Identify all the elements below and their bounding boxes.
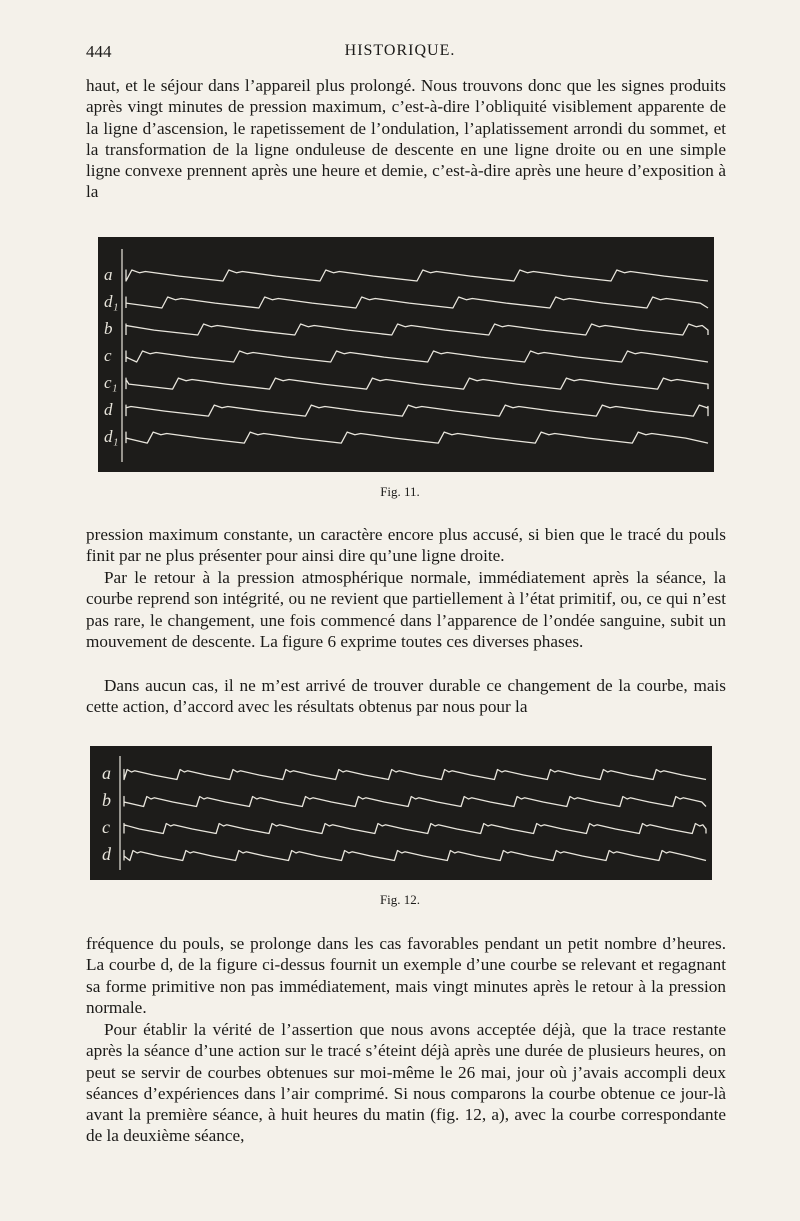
- pulse-trace: [126, 405, 708, 416]
- paragraph-5: fréquence du pouls, se prolonge dans les cas favorables pendant un petit nombre d’heures. La courbe d, de la figure ci-dessus fournit un exemple d’une courbe se relevant et regagnant sa forme primitive non pas immédiatement, mais vingt minutes après le retour à la pression normale.: [86, 934, 726, 1017]
- paragraph-4: Dans aucun cas, il ne m’est arrivé de trouver durable ce changement de la courbe, mais cette action, d’accord avec les résultats obtenus par nous pour la: [86, 676, 726, 717]
- pulse-trace: [124, 824, 706, 834]
- trace-label: d₁: [104, 427, 119, 446]
- trace-label: a: [102, 763, 111, 783]
- pulse-trace: [126, 378, 708, 389]
- pulse-trace: [126, 270, 708, 281]
- trace-label: b: [102, 790, 111, 810]
- pulse-trace: [124, 851, 706, 861]
- page-number: 444: [86, 42, 112, 61]
- trace-label: c₁: [104, 373, 118, 392]
- trace-label: b: [104, 319, 113, 338]
- paragraph-2: pression maximum constante, un caractère encore plus accusé, si bien que le tracé du pouls finit par ne plus présenter pour ainsi dire qu’une ligne droite.: [86, 525, 726, 566]
- trace-label: d₁: [104, 292, 119, 311]
- pulse-trace: [126, 351, 708, 362]
- paragraph-3: Par le retour à la pression atmosphérique normale, immédiatement après la séance, la courbe reprend son intégrité, ou ne revient que partiellement à l’état primitif, ou, ce qui n’est pas rare, le changement, une fois commencé dans l’apparence de l’ondée sanguine, subit un mouvement de descente. La figure 6 exprime toutes ces diverses phases.: [86, 568, 726, 651]
- figure-12: [90, 746, 712, 880]
- figure-11-caption: Fig. 11.: [380, 484, 420, 499]
- trace-label: d: [104, 400, 113, 419]
- trace-label: c: [102, 817, 110, 837]
- paragraph-1: haut, et le séjour dans l’appareil plus prolongé. Nous trouvons donc que les signes produits après vingt minutes de pression maximum, c’est-à-dire l’obliquité visiblement apparente de la ligne d’ascension, le rapetissement de l’ondulation, l’aplatissement arrondi du sommet, et la transformation de la ligne onduleuse de descente en une ligne droite ou en une simple ligne convexe prennent après une heure et demie, c’est-à-dire après une heure d’exposition à la: [86, 76, 726, 202]
- pulse-trace: [124, 797, 706, 807]
- pulse-trace: [126, 432, 708, 443]
- pulse-trace: [124, 770, 706, 780]
- pulse-trace: [126, 297, 708, 308]
- figure-11: [98, 237, 714, 472]
- figure-12-pulse-traces: [90, 746, 712, 880]
- trace-label: c: [104, 346, 112, 365]
- running-title: HISTORIQUE.: [344, 42, 456, 59]
- paragraph-6: Pour établir la vérité de l’assertion que nous avons acceptée déjà, que la trace restante après la séance d’une action sur le tracé s’éteint déjà après une durée de plusieurs heures, on peut se servir de courbes obtenues sur moi-même le 26 mai, jour où j’avais accompli deux séances d’expériences dans l’air comprimé. Si nous comparons la courbe obtenue ce jour-là avant la première séance, à huit heures du matin (fig. 12, a), avec la courbe correspondante de la deuxième séance,: [86, 1020, 726, 1146]
- trace-label: d: [102, 844, 111, 864]
- figure-12-caption: Fig. 12.: [379, 892, 421, 907]
- trace-label: a: [104, 265, 113, 284]
- figure-11-pulse-traces: [98, 237, 714, 472]
- pulse-trace: [126, 324, 708, 335]
